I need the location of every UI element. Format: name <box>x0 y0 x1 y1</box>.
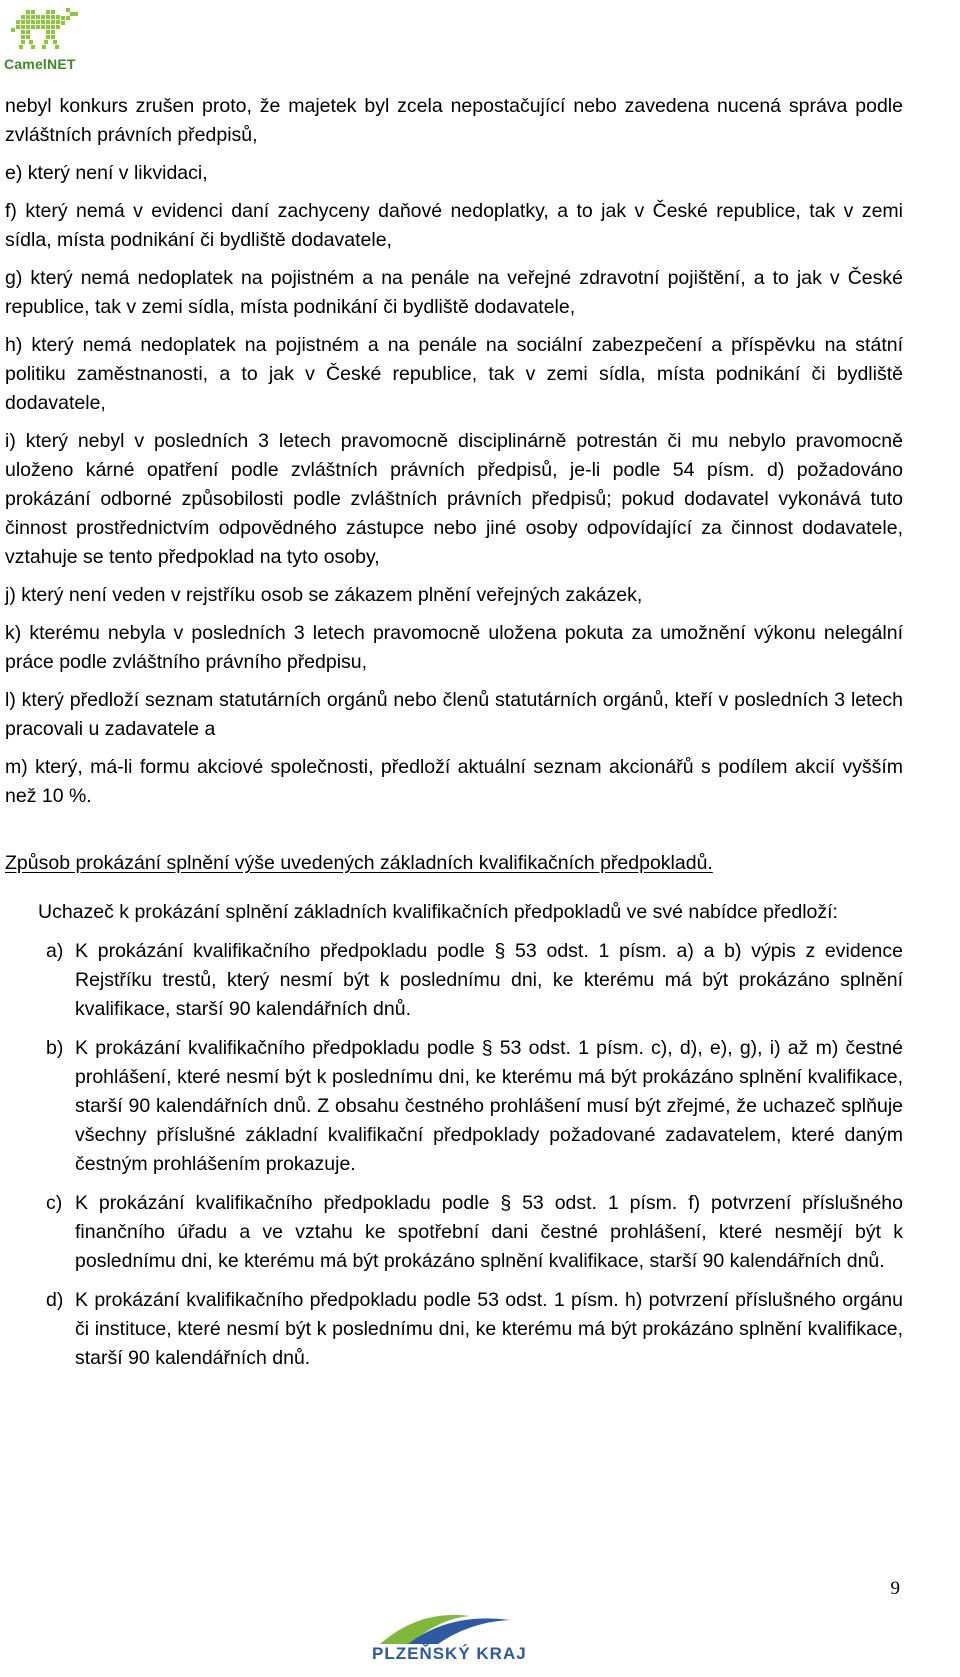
list-marker: c) <box>46 1191 63 1214</box>
section-heading: Způsob prokázání splnění výše uvedených základních kvalifikačních předpokladů. <box>5 852 713 874</box>
paragraph-j: j) který není veden v rejstříku osob se zákazem plnění veřejných zakázek, <box>5 584 643 606</box>
camelnet-logo-text: CamelNET <box>4 56 76 72</box>
list-item-b <box>5 1034 903 1179</box>
page-number: 9 <box>890 1578 900 1599</box>
list-marker: d) <box>46 1288 64 1311</box>
paragraph-i: i) který nebyl v posledních 3 letech pravomocně disciplinárně potrestán či mu nebylo pravomocně uloženo kárné opatření podle zvláštních právních předpisů, je-li podle 54 písm. d) požadováno prokázání odborné způsobilosti podle zvláštních právních předpisů; pokud dodavatel vykonává tuto činnost prostřednictvím odpovědného zástupce nebo jiné osoby odpovídající za činnost dodavatele, vztahuje se tento předpoklad na tyto osoby, <box>5 430 903 568</box>
kraj-logo-text: PLZEŇSKÝ KRAJ <box>372 1644 527 1663</box>
list-item-text: K prokázání kvalifikačního předpokladu podle 53 odst. 1 písm. h) potvrzení příslušného orgánu či instituce, které nesmí být k poslednímu dni, ke kterému má být prokázáno splnění kvalifikace, starší 90 kalendářních dnů. <box>75 1288 903 1369</box>
camel-icon <box>4 4 84 56</box>
paragraph-e: e) který není v likvidaci, <box>5 162 208 184</box>
list-item-text: K prokázání kvalifikačního předpokladu podle § 53 odst. 1 písm. a) a b) výpis z evidence Rejstříku trestů, který nesmí být k poslednímu dni, ke kterému má být prokázáno splnění kvalifikace, starší 90 kalendářních dnů. <box>75 939 903 1020</box>
list-item-text: K prokázání kvalifikačního předpokladu podle § 53 odst. 1 písm. f) potvrzení příslušného finančního úřadu a ve vztahu ke spotřební dani čestné prohlášení, které nesmějí být k poslednímu dni, ke kterému má být prokázáno splnění kvalifikace, starší 90 kalendářních dnů. <box>75 1191 903 1272</box>
kraj-swoosh-icon <box>360 1604 540 1646</box>
document-body <box>5 92 903 1383</box>
list-item-c <box>5 1189 903 1276</box>
camelnet-logo <box>4 4 94 74</box>
list-item-d <box>5 1286 903 1373</box>
list-marker: a) <box>46 939 64 962</box>
paragraph-f: f) který nemá v evidenci daní zachyceny daňové nedoplatky, a to jak v České republice, tak v zemi sídla, místa podnikání či bydliště dodavatele, <box>5 200 903 251</box>
paragraph-l: l) který předloží seznam statutárních orgánů nebo členů statutárních orgánů, kteří v posledních 3 letech pracovali u zadavatele a <box>5 689 903 740</box>
paragraph-k: k) kterému nebyla v posledních 3 letech pravomocně uložena pokuta za umožnění výkonu nelegální práce podle zvláštního právního předpisu, <box>5 622 903 673</box>
list-item-a <box>5 937 903 1024</box>
plzensky-kraj-logo <box>360 1604 540 1670</box>
list-marker: b) <box>46 1036 64 1059</box>
paragraph-m: m) který, má-li formu akciové společnosti, předloží aktuální seznam akcionářů s podílem akcií vyšším než 10 %. <box>5 756 903 807</box>
intro-paragraph: Uchazeč k prokázání splnění základních kvalifikačních předpokladů ve své nabídce předloží: <box>38 900 838 923</box>
paragraph-h: h) který nemá nedoplatek na pojistném a na penále na sociální zabezpečení a příspěvku na státní politiku zaměstnanosti, a to jak v České republice, tak v zemi sídla, místa podnikání či bydliště dodavatele, <box>5 334 903 414</box>
paragraph-d-continuation: nebyl konkurs zrušen proto, že majetek byl zcela nepostačující nebo zavedena nucená správa podle zvláštních právních předpisů, <box>5 95 903 146</box>
list-item-text: K prokázání kvalifikačního předpokladu podle § 53 odst. 1 písm. c), d), e), g), i) až m) čestné prohlášení, které nesmí být k poslednímu dni, ke kterému má být prokázáno splnění kvalifikace, starší 90 kalendářních dnů. Z obsahu čestného prohlášení musí být zřejmé, že uchazeč splňuje všechny příslušné základní kvalifikační předpoklady požadované zadavatelem, které daným čestným prohlášením prokazuje. <box>75 1036 903 1175</box>
paragraph-g: g) který nemá nedoplatek na pojistném a na penále na veřejné zdravotní pojištění, a to jak v České republice, tak v zemi sídla, místa podnikání či bydliště dodavatele, <box>5 267 903 318</box>
